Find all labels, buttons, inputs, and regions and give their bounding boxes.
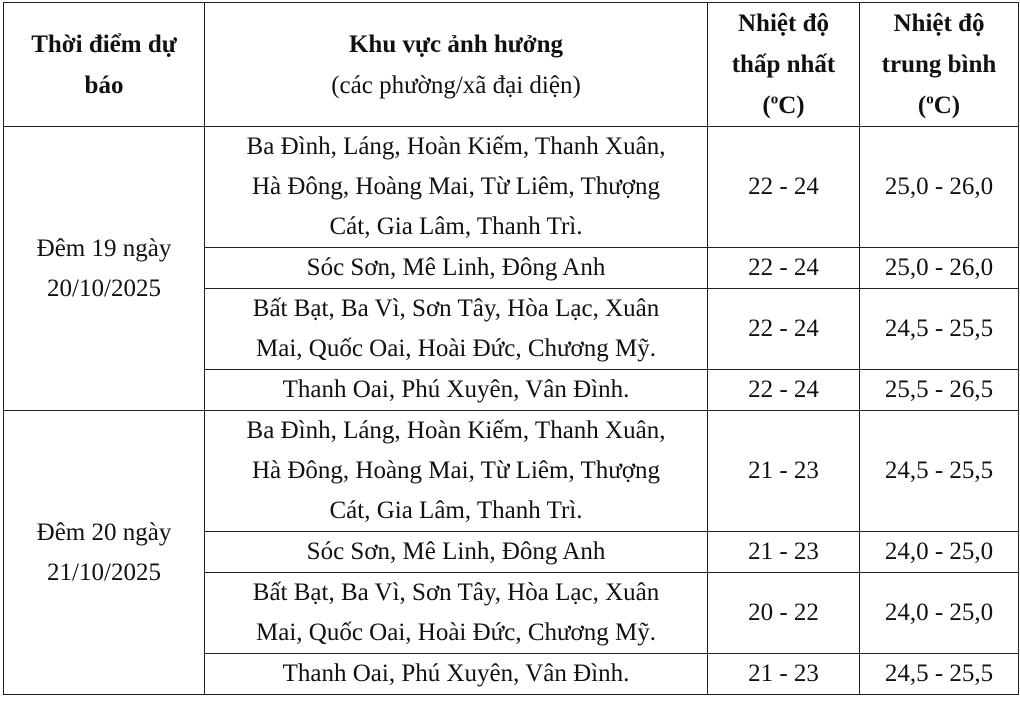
table-header-row <box>4 3 1019 127</box>
table-row <box>4 411 1019 532</box>
avg-temp-cell: 24,5 - 25,5 <box>860 411 1019 532</box>
avg-temp-cell: 25,0 - 26,0 <box>860 127 1019 248</box>
table-row <box>4 127 1019 248</box>
area-line: Hà Đông, Hoàng Mai, Từ Liêm, Thượng <box>251 173 661 200</box>
header-min-temp <box>708 3 860 127</box>
min-temp-cell: 21 - 23 <box>708 411 860 532</box>
forecast-time-line2: 21/10/2025 <box>47 558 161 586</box>
avg-temp-cell: 25,0 - 26,0 <box>860 248 1019 289</box>
area-line: Sóc Sơn, Mê Linh, Đông Anh <box>306 254 606 281</box>
forecast-time-cell <box>4 411 205 695</box>
area-line: Hà Đông, Hoàng Mai, Từ Liêm, Thượng <box>251 457 661 484</box>
header-avg-temp-line2: trung bình <box>881 51 997 78</box>
area-line: Cát, Gia Lâm, Thanh Trì. <box>329 213 583 240</box>
forecast-time-line2: 20/10/2025 <box>47 274 161 302</box>
header-time <box>4 3 205 127</box>
header-avg-temp-line1: Nhiệt độ <box>893 10 985 37</box>
avg-temp-cell: 24,0 - 25,0 <box>860 573 1019 654</box>
area-line: Thanh Oai, Phú Xuyên, Vân Đình. <box>282 376 630 403</box>
header-min-temp-line2: thấp nhất <box>731 51 836 78</box>
area-line: Bất Bạt, Ba Vì, Sơn Tây, Hòa Lạc, Xuân <box>252 579 660 606</box>
forecast-time-line1: Đêm 20 ngày <box>36 518 172 546</box>
area-line: Ba Đình, Láng, Hoàn Kiếm, Thanh Xuân, <box>246 133 666 160</box>
avg-temp-cell: 24,5 - 25,5 <box>860 289 1019 370</box>
area-cell <box>205 370 708 411</box>
area-cell <box>205 289 708 370</box>
header-time-label: Thời điểm dự báo <box>31 30 177 99</box>
area-line: Ba Đình, Láng, Hoàn Kiếm, Thanh Xuân, <box>246 417 666 444</box>
min-temp-cell: 22 - 24 <box>708 370 860 411</box>
min-temp-cell: 22 - 24 <box>708 127 860 248</box>
header-area-subtitle: (các phường/xã đại diện) <box>331 71 581 99</box>
area-line: Sóc Sơn, Mê Linh, Đông Anh <box>306 538 606 565</box>
forecast-time-line1: Đêm 19 ngày <box>36 234 172 262</box>
header-area-title: Khu vực ảnh hưởng <box>348 30 564 58</box>
header-avg-temp-unit: ($^o$C) <box>917 91 961 119</box>
header-min-temp-line1: Nhiệt độ <box>738 10 829 37</box>
area-cell <box>205 573 708 654</box>
area-cell <box>205 127 708 248</box>
area-cell <box>205 411 708 532</box>
area-line: Mai, Quốc Oai, Hoài Đức, Chương Mỹ. <box>256 335 656 362</box>
avg-temp-cell: 24,0 - 25,0 <box>860 532 1019 573</box>
area-cell <box>205 532 708 573</box>
min-temp-cell: 20 - 22 <box>708 573 860 654</box>
area-line: Mai, Quốc Oai, Hoài Đức, Chương Mỹ. <box>256 619 656 646</box>
avg-temp-cell: 25,5 - 26,5 <box>860 370 1019 411</box>
header-min-temp-unit: ($^o$C) <box>762 91 805 119</box>
area-line: Cát, Gia Lâm, Thanh Trì. <box>329 497 583 524</box>
avg-temp-cell: 24,5 - 25,5 <box>860 654 1019 695</box>
header-avg-temp <box>860 3 1019 127</box>
forecast-table <box>3 2 1019 695</box>
min-temp-cell: 21 - 23 <box>708 654 860 695</box>
min-temp-cell: 21 - 23 <box>708 532 860 573</box>
area-line: Bất Bạt, Ba Vì, Sơn Tây, Hòa Lạc, Xuân <box>252 295 660 322</box>
min-temp-cell: 22 - 24 <box>708 248 860 289</box>
area-cell <box>205 654 708 695</box>
area-cell <box>205 248 708 289</box>
area-line: Thanh Oai, Phú Xuyên, Vân Đình. <box>282 660 630 687</box>
header-area <box>205 3 708 127</box>
forecast-time-cell <box>4 127 205 411</box>
min-temp-cell: 22 - 24 <box>708 289 860 370</box>
